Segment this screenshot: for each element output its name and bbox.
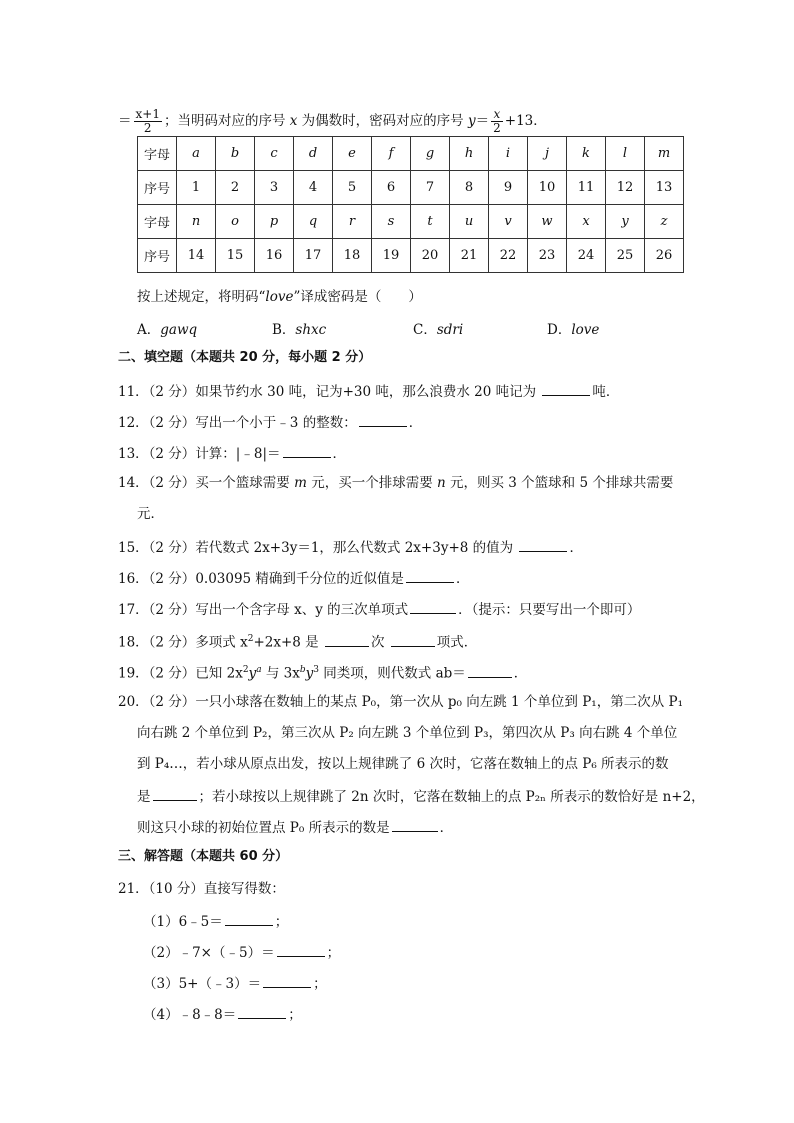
question-number: 17．（2 分） (118, 602, 196, 618)
number-cell: 3 (255, 171, 294, 205)
question-text: 直接写得数： (203, 881, 285, 897)
question-text: 次 (370, 634, 389, 651)
number-cell: 2 (216, 171, 255, 205)
fraction-denominator: 2 (143, 121, 152, 135)
letter-cell: z (645, 205, 684, 239)
fraction-numerator: x (491, 108, 503, 122)
letter-cell: c (255, 137, 294, 171)
question-20-line-2: 向右跳 2 个单位到 P₂，第三次从 P₂ 向左跳 3 个单位到 P₃，第四次从 P₃ 向右跳 4 个单位 (137, 725, 678, 741)
q21-item-3 (143, 973, 327, 993)
letter-cell: v (489, 205, 528, 239)
question-number: 11．（2 分） (118, 384, 196, 400)
letter-cell: o (216, 205, 255, 239)
number-cell: 17 (294, 239, 333, 273)
q10-word-love: love (265, 289, 294, 305)
question-number: 20．（2 分） (118, 694, 196, 710)
question-text: 写出一个含字母 x、y 的三次单项式 (195, 602, 409, 618)
question-text: ；若小球按以上规律跳了 2n 次时，它落在数轴上的点 P₂ₙ 所表示的数恰好是 n+2， (198, 789, 705, 805)
question-20 (118, 693, 683, 711)
number-cell: 8 (450, 171, 489, 205)
exponent: 2 (247, 634, 254, 644)
question-text: ． (408, 415, 423, 431)
fraction-x-over-2 (491, 108, 503, 135)
number-cell: 13 (645, 171, 684, 205)
question-number: 16．（2 分） (118, 571, 196, 587)
question-text: 则这只小球的初始位置点 P₀ 所表示的数是 (137, 820, 390, 836)
letter-cell: f (372, 137, 411, 171)
letter-cell: r (333, 205, 372, 239)
question-text: ． (332, 446, 346, 462)
question-text: ． (439, 820, 454, 836)
item-text: （1）6﹣5＝ (143, 914, 223, 930)
var-n: n (437, 475, 446, 491)
question-16 (118, 568, 469, 588)
fraction-numerator: x+1 (135, 107, 160, 121)
q21-item-1 (143, 911, 288, 931)
exponent: 3 (313, 665, 319, 675)
question-text: 计算：|﹣8|＝ (195, 446, 281, 462)
q10-text: 按上述规定，将明码“ (137, 289, 266, 305)
letter-cell: j (528, 137, 567, 171)
question-19 (118, 661, 527, 683)
answer-blank[interactable] (238, 1004, 286, 1019)
question-20-line-5 (137, 817, 453, 837)
number-cell: 7 (411, 171, 450, 205)
number-cell: 25 (606, 239, 645, 273)
var-x: x (289, 113, 298, 129)
letter-cell: i (489, 137, 528, 171)
question-text: 项式． (436, 634, 478, 651)
question-number: 19．（2 分） (118, 665, 196, 682)
letter-cell: h (450, 137, 489, 171)
q10-text: ”译成密码是（ ） (293, 289, 422, 305)
question-14 (118, 474, 673, 492)
question-text: 与 3x (261, 665, 300, 682)
letter-cell: y (606, 205, 645, 239)
answer-blank[interactable] (283, 443, 331, 458)
answer-blank[interactable] (391, 632, 435, 647)
letter-cell: a (177, 137, 216, 171)
question-text: 一只小球落在数轴上的某点 P₀，第一次从 p₀ 向左跳 1 个单位到 P₁，第二次从 P₁ (195, 694, 683, 710)
question-number: 15．（2 分） (118, 540, 196, 556)
letter-cell: d (294, 137, 333, 171)
question-text: ． (513, 665, 528, 682)
number-cell: 6 (372, 171, 411, 205)
letter-cell: g (411, 137, 450, 171)
item-text: （3）5+（﹣3）＝ (143, 976, 262, 992)
question-21 (118, 880, 285, 898)
question-number: 14．（2 分） (118, 475, 196, 491)
letter-cell: q (294, 205, 333, 239)
number-cell: 21 (450, 239, 489, 273)
question-text: 元． (137, 506, 164, 522)
number-cell: 23 (528, 239, 567, 273)
var-y: y (305, 665, 314, 682)
exponent: 2 (242, 665, 249, 675)
option-d[interactable] (547, 318, 599, 338)
equals-sign: ＝ (475, 113, 490, 129)
table-row (138, 171, 684, 205)
question-17 (118, 599, 640, 619)
option-label: A． (137, 322, 161, 338)
number-cell: 15 (216, 239, 255, 273)
letter-cell: s (372, 205, 411, 239)
answer-blank[interactable] (359, 412, 407, 427)
question-text: ．（提示：只要写出一个即可） (458, 602, 641, 618)
number-cell: 12 (606, 171, 645, 205)
question-15 (118, 537, 583, 557)
item-text: ； (288, 1007, 302, 1023)
option-a[interactable] (137, 318, 197, 338)
question-text: 如果节约水 30 吨，记为+30 吨，那么浪费水 20 吨记为 (195, 384, 541, 400)
item-text: （4）﹣8﹣8＝ (143, 1007, 237, 1023)
item-text: ； (313, 976, 327, 992)
item-text: ； (326, 945, 341, 961)
table-row (138, 205, 684, 239)
number-cell: 18 (333, 239, 372, 273)
question-text: 多项式 x (195, 634, 248, 651)
number-cell: 1 (177, 171, 216, 205)
number-cell: 24 (567, 239, 606, 273)
letter-cell: b (216, 137, 255, 171)
question-number: 18．（2 分） (118, 634, 196, 651)
answer-blank[interactable] (325, 632, 369, 647)
answer-blank[interactable] (392, 817, 438, 832)
cipher-table (137, 136, 684, 273)
question-text: 元，则买 3 个篮球和 5 个排球共需要 (445, 475, 674, 491)
question-text: 同类项，则代数式 ab＝ (319, 665, 466, 682)
number-cell: 4 (294, 171, 333, 205)
q10-question-tail (137, 288, 422, 306)
question-18 (118, 630, 477, 652)
q21-item-4 (143, 1004, 302, 1024)
answer-blank[interactable] (263, 973, 311, 988)
answer-blank[interactable] (410, 599, 456, 614)
question-13 (118, 443, 346, 463)
letter-cell: u (450, 205, 489, 239)
number-cell: 10 (528, 171, 567, 205)
q21-item-2 (143, 942, 340, 962)
question-text: 元，买一个排球需要 (306, 475, 438, 491)
option-value: gawq (160, 322, 198, 338)
question-text: +2x+8 是 (253, 634, 323, 651)
letter-cell: l (606, 137, 645, 171)
answer-blank[interactable] (542, 381, 590, 396)
row-header: 序号 (138, 239, 177, 273)
section-heading-solutions: 三、解答题（本题共 60 分） (118, 849, 289, 864)
answer-blank[interactable] (225, 911, 273, 926)
option-value: shxc (295, 322, 327, 338)
question-text: 已知 2x (195, 665, 243, 682)
question-text: ． (569, 540, 583, 556)
exponent: b (299, 665, 306, 675)
number-cell: 22 (489, 239, 528, 273)
option-label: B． (272, 322, 296, 338)
option-label: C． (413, 322, 437, 338)
section-heading-fill-in: 二、填空题（本题共 20 分，每小题 2 分） (118, 350, 372, 365)
question-number: 13．（2 分） (118, 446, 196, 462)
number-cell: 19 (372, 239, 411, 273)
answer-blank[interactable] (406, 568, 454, 583)
formula-text: ；当明码对应的序号 (163, 113, 290, 129)
formula-line (118, 108, 547, 135)
question-20-line-4 (137, 786, 705, 806)
option-value: sdri (436, 322, 464, 338)
number-cell: 26 (645, 239, 684, 273)
letter-cell: k (567, 137, 606, 171)
option-label: D． (547, 322, 572, 338)
fraction-x-plus-1-over-2 (134, 108, 162, 135)
formula-text: 为偶数时，密码对应的序号 (297, 113, 468, 129)
option-b[interactable] (272, 318, 326, 338)
number-cell: 5 (333, 171, 372, 205)
table-row (138, 239, 684, 273)
item-text: ； (274, 914, 289, 930)
letter-cell: p (255, 205, 294, 239)
answer-blank[interactable] (153, 786, 197, 801)
number-cell: 16 (255, 239, 294, 273)
question-text: ． (455, 571, 470, 587)
number-cell: 9 (489, 171, 528, 205)
formula-text: +13． (504, 113, 547, 129)
item-text: （2）﹣7×（﹣5）＝ (143, 945, 275, 961)
question-text: 0.03095 精确到千分位的近似值是 (195, 571, 404, 587)
answer-blank[interactable] (519, 537, 567, 552)
var-y: y (467, 113, 476, 129)
letter-cell: x (567, 205, 606, 239)
question-12 (118, 412, 422, 432)
question-text: 买一个篮球需要 (195, 475, 295, 491)
var-m: m (294, 475, 307, 491)
table-row (138, 137, 684, 171)
var-y: y (248, 665, 257, 682)
row-header: 序号 (138, 171, 177, 205)
question-number: 12．（2 分） (118, 415, 196, 431)
question-20-line-3: 到 P₄…，若小球从原点出发，按以上规律跳了 6 次时，它落在数轴上的点 P₆ 所表示的数 (137, 756, 669, 772)
equals-sign: ＝ (118, 113, 132, 129)
letter-cell: m (645, 137, 684, 171)
letter-cell: w (528, 205, 567, 239)
question-14-cont (137, 505, 164, 523)
exponent: a (256, 665, 262, 675)
letter-cell: n (177, 205, 216, 239)
number-cell: 14 (177, 239, 216, 273)
letter-cell: t (411, 205, 450, 239)
answer-blank[interactable] (277, 942, 325, 957)
answer-blank[interactable] (468, 663, 512, 678)
option-value: love (571, 322, 600, 338)
question-text: 写出一个小于﹣3 的整数： (195, 415, 357, 431)
number-cell: 20 (411, 239, 450, 273)
number-cell: 11 (567, 171, 606, 205)
question-number: 21．（10 分） (118, 881, 204, 897)
option-c[interactable] (413, 318, 463, 338)
fraction-denominator: 2 (493, 121, 501, 135)
row-header: 字母 (138, 137, 177, 171)
letter-cell: e (333, 137, 372, 171)
question-text: 若代数式 2x+3y＝1，那么代数式 2x+3y+8 的值为 (195, 540, 518, 556)
question-11 (118, 381, 619, 401)
question-text: 吨． (592, 384, 620, 400)
row-header: 字母 (138, 205, 177, 239)
question-text: 是 (137, 789, 151, 805)
